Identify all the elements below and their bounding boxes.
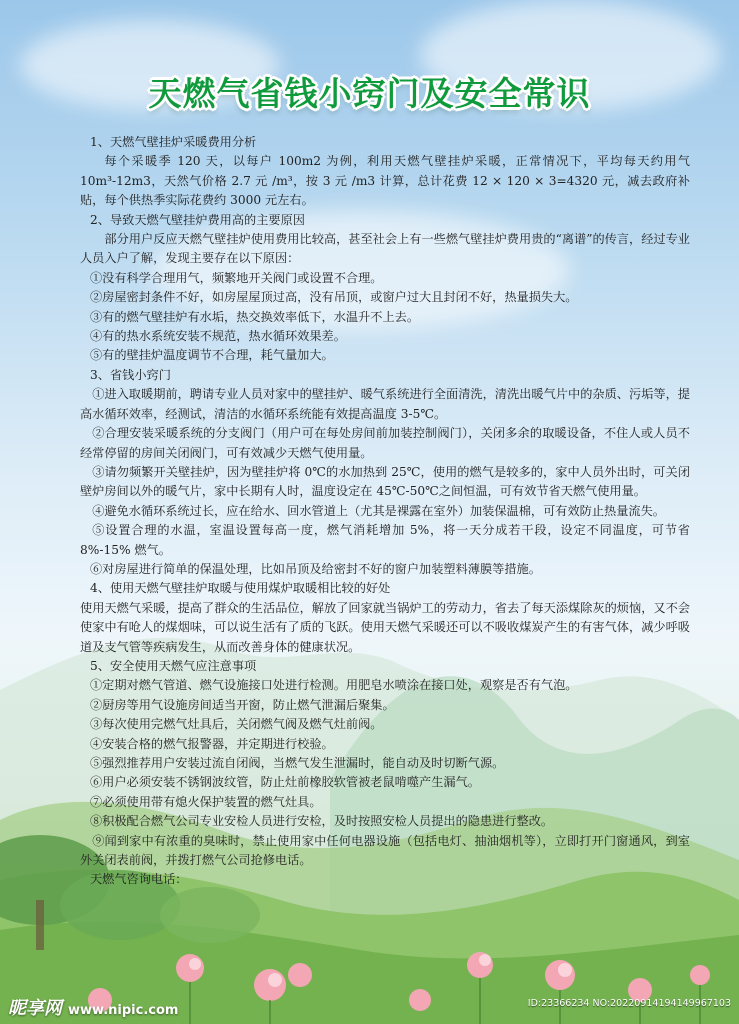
list-item: ⑧积极配合燃气公司专业安检人员进行安检，及时按照安检人员提出的隐患进行整改。 (90, 814, 554, 829)
paragraph: 部分用户反应天燃气壁挂炉使用费用比较高，甚至社会上有一些燃气壁挂炉费用贵的“离谱”的传言，经过专业人员入户了解，发现主要存在以下原因： (80, 232, 690, 266)
watermark-logo (8, 994, 178, 1020)
page-title: 天燃气省钱小窍门及安全常识 (148, 74, 591, 113)
list-item: ⑦必须使用带有熄火保护装置的燃气灶具。 (90, 794, 322, 809)
section-heading: 5、安全使用天燃气应注意事项 (90, 658, 257, 673)
list-item: ⑤设置合理的水温，室温设置每高一度，燃气消耗增加 5%，将一天分成若干段，设定不同温度，可节省 8%-15% 燃气。 (80, 523, 690, 557)
section-heading: 4、使用天燃气壁挂炉取暖与使用煤炉取暖相比较的好处 (90, 581, 391, 596)
list-item: ②合理安装采暖系统的分支阀门（用户可在每处房间前加装控制阀门），关闭多余的取暖设备，不住人或人员不经常停留的房间关闭阀门，可有效减少天燃气使用量。 (80, 426, 690, 460)
list-item: ⑥用户必须安装不锈钢波纹管，防止灶前橡胶软管被老鼠啃噬产生漏气。 (90, 775, 480, 790)
watermark-id: ID:23366234 NO:20220914194149967103 (527, 998, 731, 1009)
list-item: ⑤有的壁挂炉温度调节不合理，耗气量加大。 (90, 348, 334, 363)
section-heading: 2、导致天燃气壁挂炉费用高的主要原因 (90, 212, 305, 227)
list-item: ⑨闻到家中有浓重的臭味时，禁止使用家中任何电器设施（包括电灯、抽油烟机等），立即打开门窗通风，到室外关闭表前阀，并拨打燃气公司抢修电话。 (80, 833, 690, 868)
list-item: ④有的热水系统安装不规范，热水循环效果差。 (90, 329, 346, 344)
section-heading: 1、天燃气壁挂炉采暖费用分析 (90, 135, 257, 149)
list-item: ②厨房等用气设施房间适当开窗，防止燃气泄漏后聚集。 (90, 697, 395, 712)
list-item: ③有的燃气壁挂炉有水垢，热交换效率低下，水温升不上去。 (90, 309, 420, 324)
list-item: ③请勿频繁开关壁挂炉，因为壁挂炉将 0℃的水加热到 25℃，使用的燃气是较多的，家中人员外出时，可关闭壁炉房间以外的暖气片，家中长期有人时，温度设定在 45℃-50℃之间恒温，可有效节省天燃气使用量。 (80, 464, 690, 499)
list-item: ⑥对房屋进行简单的保温处理，比如吊顶及给密封不好的窗户加装塑料薄膜等措施。 (90, 561, 541, 576)
list-item: ①进入取暖期前，聘请专业人员对家中的壁挂炉、暖气系统进行全面清洗，清洗出暖气片中的杂质、污垢等，提高水循环效率，经测试，清洁的水循环系统能有效提高温度 3-5℃。 (80, 387, 690, 421)
list-item: ①定期对燃气管道、燃气设施接口处进行检测。用肥皂水喷涂在接口处，观察是否有气泡。 (90, 678, 578, 693)
section-heading: 3、省钱小窍门 (90, 367, 171, 382)
watermark-url: www.nipic.com (68, 1003, 179, 1018)
watermark-logo-text: 昵享网 (8, 998, 62, 1019)
list-item: ②房屋密封条件不好，如房屋屋顶过高，没有吊顶，或窗户过大且封闭不好，热量损失大。 (90, 290, 578, 305)
paragraph: 每个采暖季 120 天，以每户 100m2 为例，利用天燃气壁挂炉采暖，正常情况下，平均每天约用气 10m³-12m3，天然气价格 2.7 元 /m³，按 3 元 /m3 计算，总计花费 12 × 120 × 3=4320 元，减去政府补贴，每个供热季实际花费约 3000 元左右。 (80, 154, 690, 208)
list-item: ①没有科学合理用气，频繁地开关阀门或设置不合理。 (90, 270, 383, 285)
list-item: ④安装合格的燃气报警器，并定期进行校验。 (90, 736, 334, 751)
list-item: ③每次使用完燃气灶具后，关闭燃气阀及燃气灶前阀。 (90, 717, 383, 732)
list-item: ④避免水循环系统过长，应在给水、回水管道上（尤其是裸露在室外）加装保温棉，可有效防止热量流失。 (92, 503, 665, 518)
paragraph: 使用天燃气采暖，提高了群众的生活品位，解放了回家就当锅炉工的劳动力，省去了每天添煤除灰的烦恼，又不会使家中有呛人的煤烟味，可以说生活有了质的飞跃。使用天燃气采暖还可以不吸收煤炭产生的有害气体，减少呼吸道及支气管等疾病发生，从而改善身体的健康状况。 (80, 600, 690, 654)
article-body (80, 133, 690, 890)
hotline-label: 天燃气咨询电话： (90, 872, 188, 887)
list-item: ⑤强烈推荐用户安装过流自闭阀，当燃气发生泄漏时，能自动及时切断气源。 (90, 756, 505, 770)
